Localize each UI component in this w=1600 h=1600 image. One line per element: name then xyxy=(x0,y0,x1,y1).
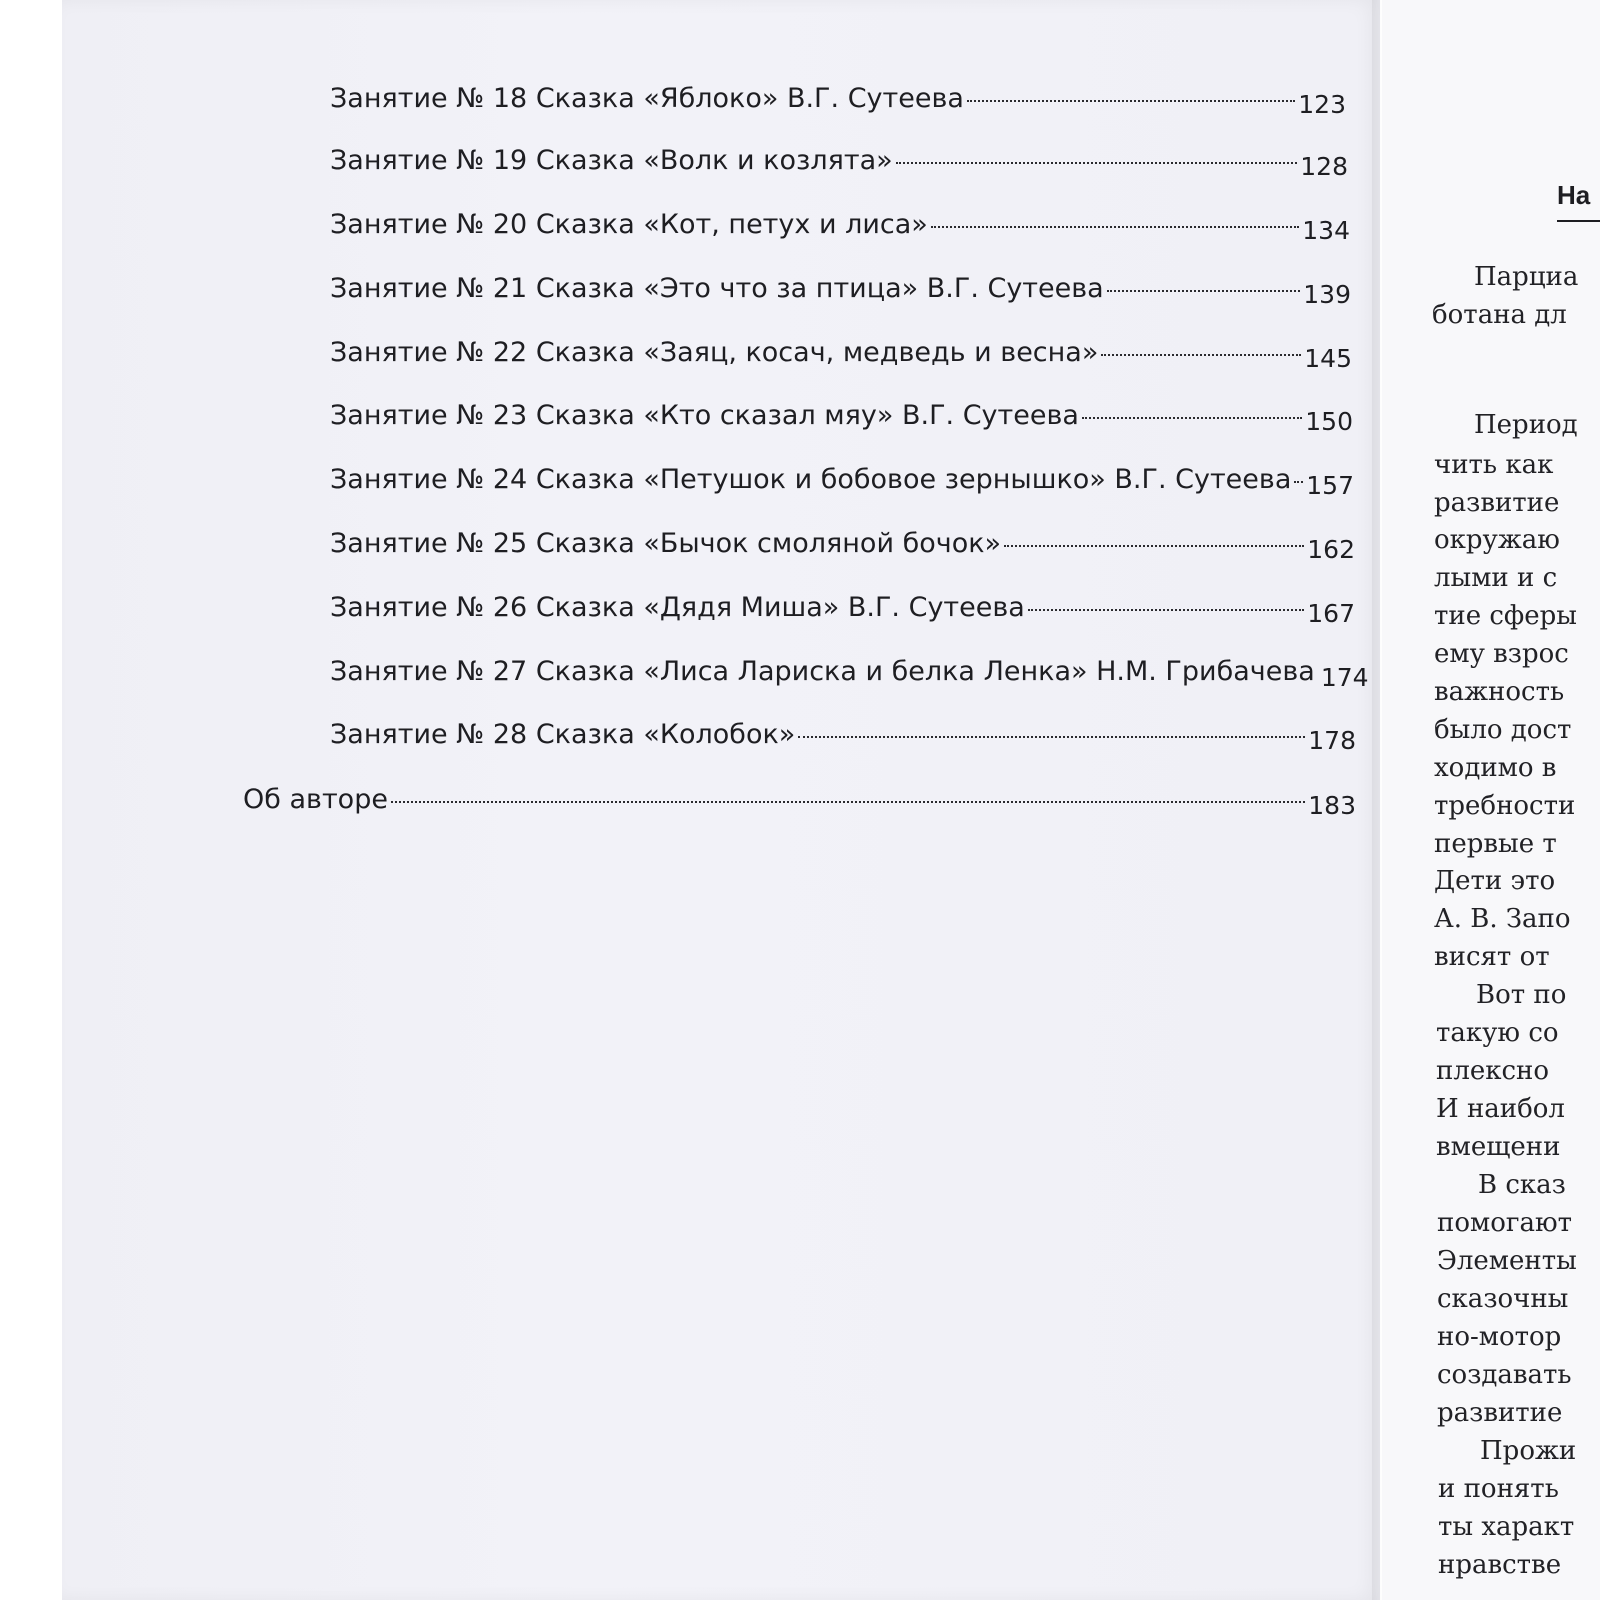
text-line: и понять xyxy=(1438,1474,1559,1504)
text-line: нравстве xyxy=(1438,1550,1562,1580)
dot-leader xyxy=(1082,417,1302,419)
text-line: ему взрос xyxy=(1434,639,1569,669)
toc-entry-title: Занятие № 24 Сказка «Петушок и бобовое зернышко» В.Г. Сутеева xyxy=(330,464,1292,495)
text-line: создавать xyxy=(1437,1360,1572,1390)
text-line: Дети это xyxy=(1434,866,1556,896)
toc-entry-19 xyxy=(330,145,1348,181)
text-line: Элементы xyxy=(1437,1246,1577,1276)
toc-entry-title: Занятие № 19 Сказка «Волк и козлята» xyxy=(330,145,893,176)
text-line: Парциа xyxy=(1474,262,1579,292)
toc-entry-24 xyxy=(330,464,1354,500)
toc-entry-26 xyxy=(330,592,1355,628)
text-line: важность xyxy=(1434,677,1565,707)
text-line: лыми и с xyxy=(1434,563,1558,593)
text-line: помогают xyxy=(1437,1208,1573,1238)
toc-page-number: 157 xyxy=(1306,471,1354,500)
toc-entry-title: Занятие № 21 Сказка «Это что за птица» В.Г. Сутеева xyxy=(330,273,1104,304)
dot-leader xyxy=(798,736,1305,738)
text-line: И наибол xyxy=(1436,1094,1565,1124)
section-heading: На xyxy=(1557,180,1591,210)
toc-page-number: 128 xyxy=(1300,152,1348,181)
toc-entry-28 xyxy=(330,719,1356,755)
toc-entry-title: Занятие № 20 Сказка «Кот, петух и лиса» xyxy=(330,209,928,240)
toc-entry-title: Занятие № 27 Сказка «Лиса Лариска и белка Ленка» Н.М. Грибачева xyxy=(330,656,1315,687)
toc-entry-21 xyxy=(330,273,1351,309)
toc-entry-title: Занятие № 23 Сказка «Кто сказал мяу» В.Г. Сутеева xyxy=(330,400,1079,431)
text-line: ходимо в xyxy=(1434,753,1557,783)
toc-page-number: 183 xyxy=(1308,791,1356,820)
text-line: развитие xyxy=(1437,1398,1563,1428)
text-line: Прожи xyxy=(1480,1436,1577,1466)
dot-leader xyxy=(1028,609,1304,611)
dot-leader xyxy=(1004,545,1304,547)
dot-leader xyxy=(1294,481,1303,483)
left-page xyxy=(62,0,1380,1600)
text-line: но-мотор xyxy=(1437,1322,1562,1352)
toc-page-number: 162 xyxy=(1307,535,1355,564)
text-line: А. В. Запо xyxy=(1434,904,1571,934)
text-line: требности xyxy=(1434,791,1576,821)
heading-underline xyxy=(1557,220,1600,222)
toc-page-number: 123 xyxy=(1298,90,1346,119)
toc-page-number: 139 xyxy=(1303,280,1351,309)
dot-leader xyxy=(896,162,1298,164)
text-line: сказочны xyxy=(1437,1284,1569,1314)
text-line: В сказ xyxy=(1478,1170,1566,1200)
text-line: первые т xyxy=(1434,829,1557,859)
text-line: развитие xyxy=(1434,488,1560,518)
toc-entry-23 xyxy=(330,400,1353,436)
toc-entry-title: Занятие № 18 Сказка «Яблоко» В.Г. Сутеева xyxy=(330,83,964,114)
dot-leader xyxy=(1107,290,1301,292)
text-line: чить как xyxy=(1434,450,1554,480)
text-line: Период xyxy=(1474,410,1578,440)
text-line: вмещени xyxy=(1436,1132,1561,1162)
toc-entry-title: Занятие № 22 Сказка «Заяц, косач, медведь и весна» xyxy=(330,337,1099,368)
toc-page-number: 167 xyxy=(1307,599,1355,628)
toc-entry-22 xyxy=(330,337,1352,373)
text-line: было дост xyxy=(1434,715,1572,745)
toc-page-number: 178 xyxy=(1308,726,1356,755)
text-line: висят от xyxy=(1434,942,1550,972)
text-line: Вот по xyxy=(1476,980,1567,1010)
dot-leader xyxy=(391,801,1305,803)
text-line: такую со xyxy=(1436,1018,1559,1048)
text-line: тие сферы xyxy=(1434,601,1577,631)
text-line: ты характ xyxy=(1438,1512,1575,1542)
toc-entry-about-author xyxy=(243,784,1356,820)
dot-leader xyxy=(931,226,1299,228)
toc-entry-25 xyxy=(330,528,1355,564)
toc-page-number: 134 xyxy=(1302,216,1350,245)
toc-entry-title: Занятие № 28 Сказка «Колобок» xyxy=(330,719,796,750)
toc-entry-27 xyxy=(330,656,1369,692)
toc-entry-18 xyxy=(330,83,1346,119)
toc-entry-title: Занятие № 26 Сказка «Дядя Миша» В.Г. Сутеева xyxy=(330,592,1025,623)
text-line: плексно xyxy=(1436,1056,1550,1086)
toc-entry-title: Об авторе xyxy=(243,784,388,815)
toc-page-number: 174 xyxy=(1320,663,1369,692)
toc-entry-title: Занятие № 25 Сказка «Бычок смоляной бочок» xyxy=(330,528,1002,559)
text-line: окружаю xyxy=(1434,525,1560,555)
toc-page-number: 150 xyxy=(1305,407,1353,436)
right-page xyxy=(1382,0,1600,1600)
text-line: ботана дл xyxy=(1432,300,1567,330)
toc-entry-20 xyxy=(330,209,1350,245)
dot-leader xyxy=(1101,354,1301,356)
book-gutter xyxy=(1372,0,1382,1600)
toc-page-number: 145 xyxy=(1304,344,1352,373)
dot-leader xyxy=(967,100,1295,102)
